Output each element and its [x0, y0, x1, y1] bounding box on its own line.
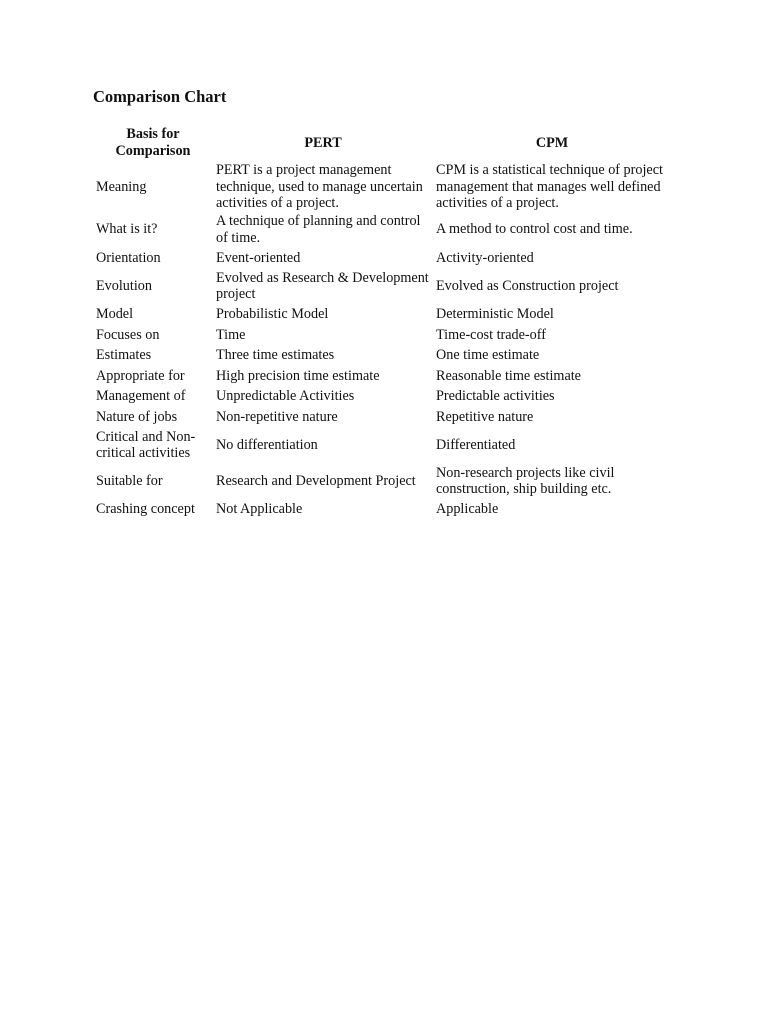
table-row — [93, 268, 671, 304]
cell-pert: Three time estimates — [216, 347, 335, 363]
cell-cpm: Applicable — [436, 501, 499, 517]
cell-basis: Crashing concept — [96, 501, 195, 517]
cell-basis: Appropriate for — [96, 367, 185, 384]
cell-basis: Estimates — [96, 347, 152, 363]
cell-cpm: Differentiated — [436, 436, 516, 453]
cell-pert: Research and Development Project — [216, 472, 416, 489]
cell-cpm: Reasonable time estimate — [436, 367, 581, 384]
cell-pert: A technique of planning and control of time. — [216, 213, 421, 246]
cell-basis: Management of — [96, 388, 186, 404]
cell-pert: High precision time estimate — [216, 367, 380, 384]
cell-basis: What is it? — [96, 221, 158, 238]
cell-basis: Orientation — [96, 249, 161, 266]
cell-cpm: Activity-oriented — [436, 249, 534, 266]
table-row — [93, 463, 671, 499]
header-cpm: CPM — [535, 134, 569, 151]
cell-pert: Non-repetitive nature — [216, 408, 338, 425]
header-basis: Basis for Comparison — [115, 126, 191, 159]
cell-basis: Model — [96, 306, 134, 322]
cell-pert: Time — [216, 326, 246, 343]
cell-pert: No differentiation — [216, 436, 318, 453]
cell-pert: Probabilistic Model — [216, 306, 329, 322]
table-row — [93, 407, 671, 428]
table-row — [93, 345, 671, 366]
cell-cpm: Repetitive nature — [436, 408, 534, 425]
cell-cpm: Evolved as Construction project — [436, 277, 619, 294]
table-row — [93, 427, 671, 463]
comparison-table — [93, 124, 671, 520]
table-row — [93, 304, 671, 325]
cell-cpm: Predictable activities — [436, 388, 555, 404]
page-title: Comparison Chart — [93, 87, 227, 106]
cell-cpm: Deterministic Model — [436, 306, 554, 322]
cell-basis: Evolution — [96, 277, 152, 294]
table-row — [93, 386, 671, 407]
cell-cpm: Time-cost trade-off — [436, 326, 546, 343]
table-row — [93, 499, 671, 520]
cell-basis: Meaning — [96, 178, 147, 195]
cell-cpm: Non-research projects like civil construction, ship building etc. — [436, 464, 615, 497]
cell-pert: Evolved as Research & Development project — [216, 269, 429, 302]
cell-basis: Suitable for — [96, 472, 163, 489]
cell-pert: Event-oriented — [216, 249, 301, 266]
table-row — [93, 212, 671, 248]
table-row — [93, 325, 671, 346]
cell-pert: PERT is a project management technique, used to manage uncertain activities of a project. — [216, 162, 423, 211]
cell-cpm: A method to control cost and time. — [436, 221, 633, 238]
cell-pert: Unpredictable Activities — [216, 388, 355, 404]
table-row — [93, 366, 671, 387]
table-header-row — [93, 124, 671, 162]
cell-basis: Critical and Non-critical activities — [96, 428, 196, 461]
cell-basis: Nature of jobs — [96, 408, 178, 425]
cell-cpm: CPM is a statistical technique of project management that manages well defined activities of a project. — [436, 162, 663, 211]
table-row — [93, 162, 671, 212]
cell-basis: Focuses on — [96, 326, 160, 343]
table-row — [93, 248, 671, 269]
header-pert: PERT — [304, 134, 342, 151]
cell-pert: Not Applicable — [216, 501, 303, 517]
cell-cpm: One time estimate — [436, 347, 540, 363]
